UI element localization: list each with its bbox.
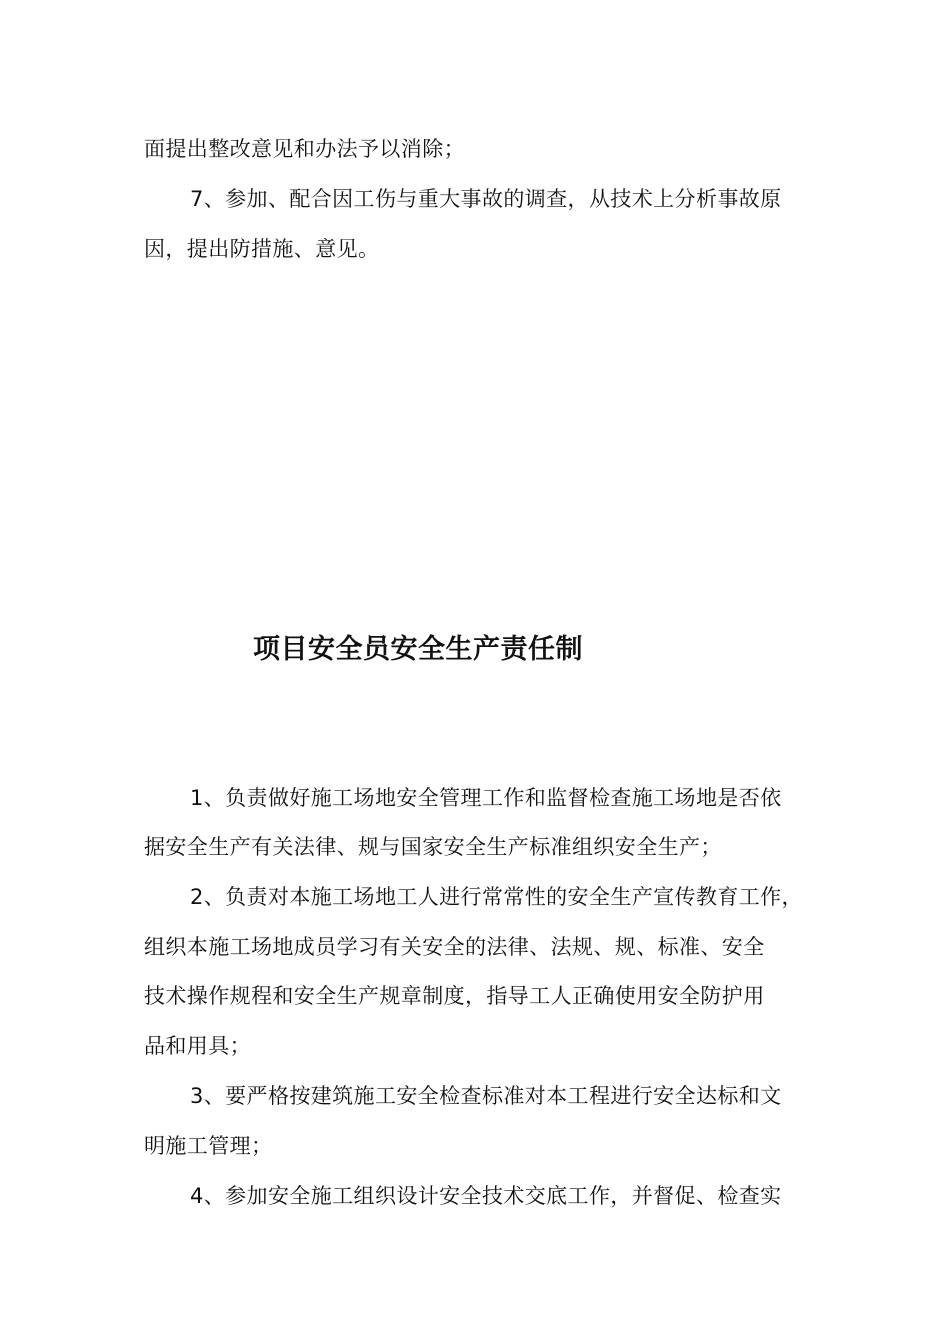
text-line: 明施工管理；	[144, 1134, 273, 1158]
text-line: 2、负责对本施工场地工人进行常常性的安全生产宣传教育工作，	[190, 885, 803, 909]
text-line: 1、负责做好施工场地安全管理工作和监督检查施工场地是否依	[190, 786, 782, 810]
section-title: 项目安全员安全生产责任制	[253, 634, 583, 665]
text-line: 因，提出防措施、意见。	[144, 237, 380, 261]
text-line: 品和用具；	[144, 1034, 251, 1058]
text-line: 据安全生产有关法律、规与国家安全生产标准组织安全生产；	[144, 835, 722, 859]
text-line: 面提出整改意见和办法予以消除；	[144, 137, 465, 161]
text-line: 4、参加安全施工组织设计安全技术交底工作，并督促、检查实	[190, 1184, 782, 1208]
text-line: 3、要严格按建筑施工安全检查标准对本工程进行安全达标和文	[190, 1084, 782, 1108]
text-line: 组织本施工场地成员学习有关安全的法律、法规、规、标准、安全	[144, 935, 765, 959]
text-line: 7、参加、配合因工伤与重大事故的调查，从技术上分析事故原	[190, 187, 782, 211]
text-line: 技术操作规程和安全生产规章制度，指导工人正确使用安全防护用	[144, 984, 765, 1008]
